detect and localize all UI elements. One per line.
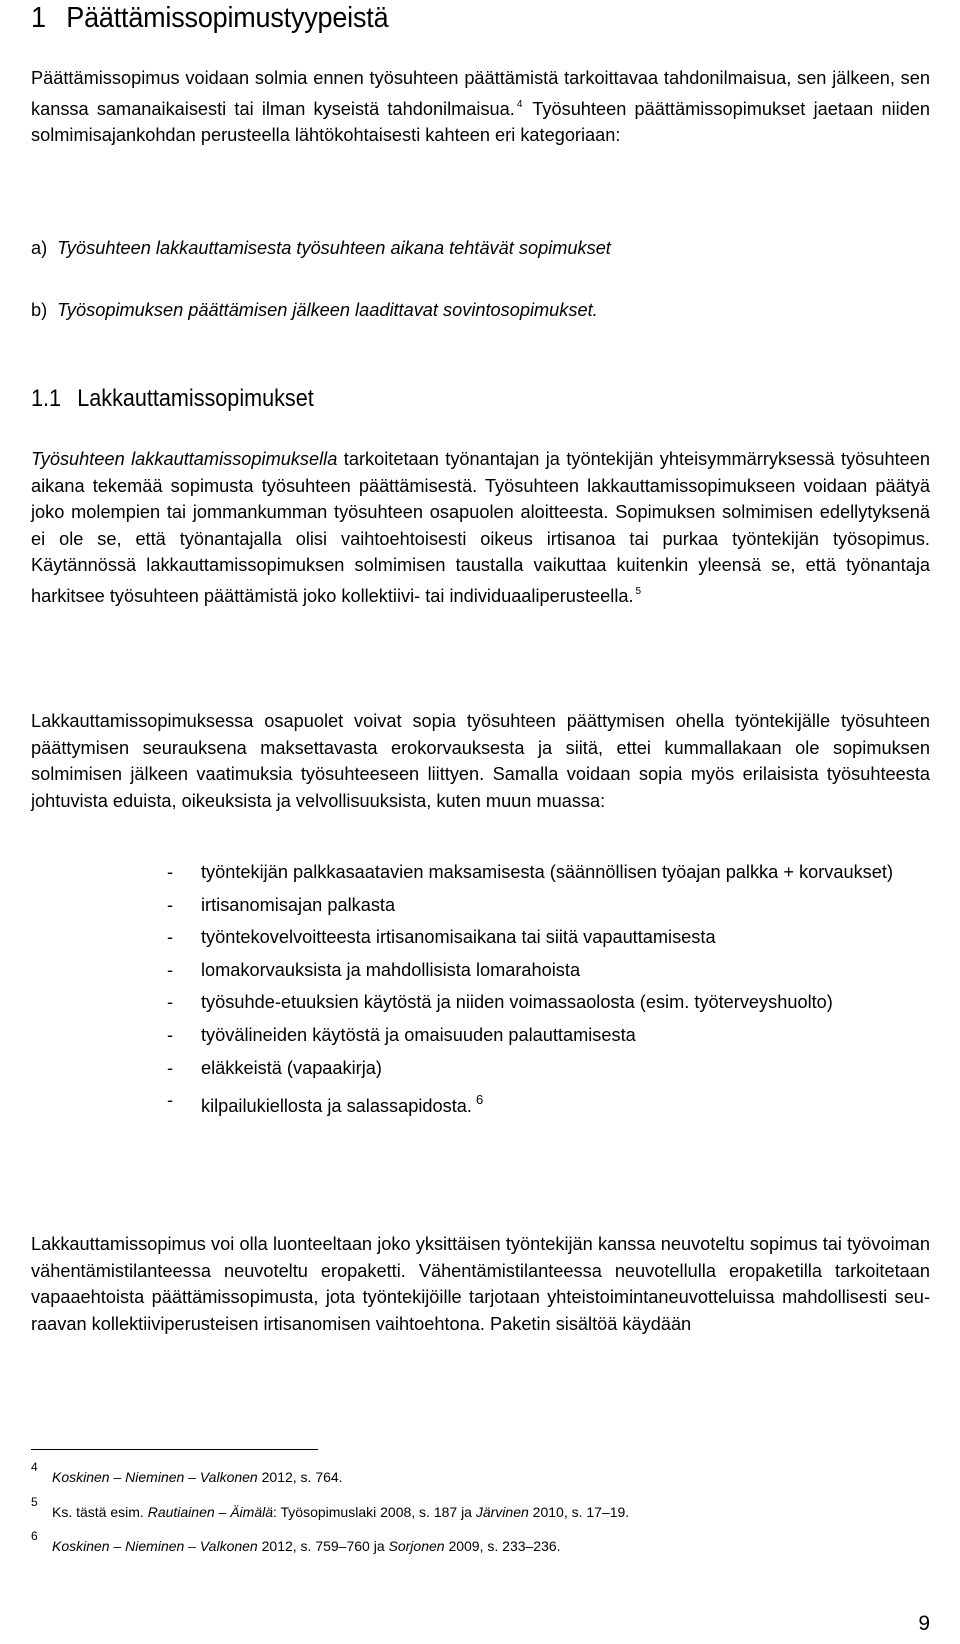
footnote-ref-5[interactable]: 5 [635,585,642,597]
dash-bullet: - [167,1024,174,1045]
footnote-4 [31,1460,343,1486]
footnote-separator [31,1449,318,1450]
footnote-author2: Järvinen [475,1504,529,1520]
footnote-5 [31,1495,630,1521]
chapter-heading [31,2,388,35]
dash-bullet: - [167,959,174,980]
footnote-6 [31,1529,561,1555]
list-item [167,1052,930,1085]
list-item-text: työntekovelvoitteesta irtisanomisaikana tai siitä vapauttamisesta [201,927,716,948]
dash-bullet: - [167,862,174,882]
section-title: Lakkauttamissopimukset [77,385,314,412]
benefits-list [167,856,930,1123]
severance-paragraph: Lakkauttamissopimus voi olla luonteeltaan joko yksittäisen työntekijän kanssa neuvoteltu sopimus tai työvoiman vähentämistilanteessa neuvoteltu eropaketti. Vähentämistilanteessa neuvotellulla eropaketilla tarkoitetaan vapaaehtoista päättämissopimusta, jota työntekijöille tarjotaan yhteistoimintaneuvotteluissa mahdollisesti seuraavan kollektiiviperusteisen irtisanomisen vaihtoehtona. Paketin sisältöä käydään [31,1234,930,1334]
category-label-b: b) [31,300,48,320]
footnote-rest: 2010, s. 17–19. [528,1504,630,1520]
category-item-a [31,235,611,262]
list-item [167,856,930,889]
footnote-author2: Sorjonen [388,1538,445,1554]
category-label-a: a) [31,238,48,258]
list-item [167,889,930,922]
page-number: 9 [918,1612,930,1635]
dash-bullet: - [167,992,174,1013]
list-item [167,921,930,954]
dash-bullet: - [167,894,174,915]
footnote-rest: 2012, s. 764. [257,1469,343,1485]
footnote-prefix: Ks. tästä esim. [52,1504,148,1520]
list-item-text: irtisanomisajan palkasta [201,894,396,915]
footnote-text [31,1503,629,1521]
list-item-text: työsuhde-etuuksien käytöstä ja niiden voimassaolosta (esim. työterveyshuolto) [201,992,833,1013]
category-text-b: Työsopimuksen päättämisen jälkeen laadittavat sovintosopimukset. [57,300,598,320]
definition-text: tarkoitetaan työnantajan ja työntekijän yhteisymmärryksessä työsuhteen aikana tekemää sopimusta työsuhteen päättämisestä. Työsuhteen lakkauttamissopimukseen voidaan päätyä joko molempien tai jommankumman työsuhteen osapuolen aloitteesta. Sopimuksen solmimisen edellytyksenä ei ole se, että työnantajalla olisi vaihtoehtoisesti oikeus irtisanoa tai purkaa työntekijän työsopimus. Käytännössä lakkauttamissopimuksen solmimisen taustalla vaikuttaa kuitenkin yleensä se, että työnantaja harkitsee työsuhteen päättämistä joko kollektiivi- tai individuaaliperusteella. [31,449,931,606]
dash-bullet: - [167,1057,174,1078]
footnote-number: 5 [31,1495,38,1509]
list-item-text: työntekijän palkkasaatavien maksamisesta (säännöllisen työajan palkka + korvaukset) [201,862,893,882]
list-item-text: kilpailukiellosta ja salassapidosta. [201,1096,472,1117]
footnote-rest: 2009, s. 233–236. [444,1538,561,1554]
footnote-authors: Koskinen – Nieminen – Valkonen [52,1469,258,1485]
footnote-authors: Koskinen – Nieminen – Valkonen [52,1538,258,1554]
footnote-number: 6 [31,1529,38,1543]
list-item-text: eläkkeistä (vapaakirja) [201,1057,382,1078]
definition-term: Työsuhteen lakkauttamissopimuksella [31,449,338,469]
list-item [167,1019,930,1052]
intro-text-b: Työsuhteen päättämissopimukset jaetaan niiden solmimisajankohdan perusteella lähtökohtaisesti kahteen eri kategoriaan: [31,98,930,146]
category-text-a: Työsuhteen lakkauttamisesta työsuhteen aikana tehtävät sopimukset [57,238,611,258]
chapter-title: Päättämissopimustyypeistä [66,2,389,34]
agreement-paragraph: Lakkauttamissopimuksessa osapuolet voivat sopia työsuhteen päättymisen ohella työntekijälle työsuhteen päättymisen seurauksena maksettavasta erokorvauksesta ja siitä, ettei kummallakaan ole sopimuksen solmimisen jälkeen vaatimuksia työsuhteeseen liittyen. Samalla voidaan sopia myös erilaisista työsuhteesta johtuvista eduista, oikeuksista ja velvollisuuksista, kuten muun muassa: [31,711,930,811]
section-heading [31,385,314,413]
intro-text-a: Päättämissopimus voidaan solmia ennen työsuhteen päättämistä tarkoittavaa tahdonilmaisua, sen jälkeen, sen kanssa samanaikaisesti tai ilman kyseistä tahdonilmaisua. [31,68,930,119]
footnote-ref-6[interactable]: 6 [475,1092,484,1108]
footnote-text [31,1468,343,1486]
list-item [167,986,930,1019]
dash-bullet: - [167,1090,174,1111]
footnote-number: 4 [31,1460,38,1474]
footnote-author1: Rautiainen – Äimälä [147,1504,273,1520]
chapter-number: 1 [31,2,46,34]
list-item-text: työvälineiden käytöstä ja omaisuuden palauttamisesta [201,1024,636,1045]
definition-paragraph [31,446,930,610]
footnote-ref-4[interactable]: 4 [516,98,523,110]
list-item [167,954,930,987]
list-item-text: lomakorvauksista ja mahdollisista lomarahoista [201,959,581,980]
dash-bullet: - [167,927,174,948]
intro-paragraph [31,65,930,149]
category-item-b [31,297,598,324]
footnote-middle: 2012, s. 759–760 ja [257,1538,389,1554]
footnote-middle: : Työsopimuslaki 2008, s. 187 ja [273,1504,476,1520]
list-item [167,1084,930,1123]
section-number: 1.1 [31,385,62,412]
footnote-text [31,1537,561,1555]
